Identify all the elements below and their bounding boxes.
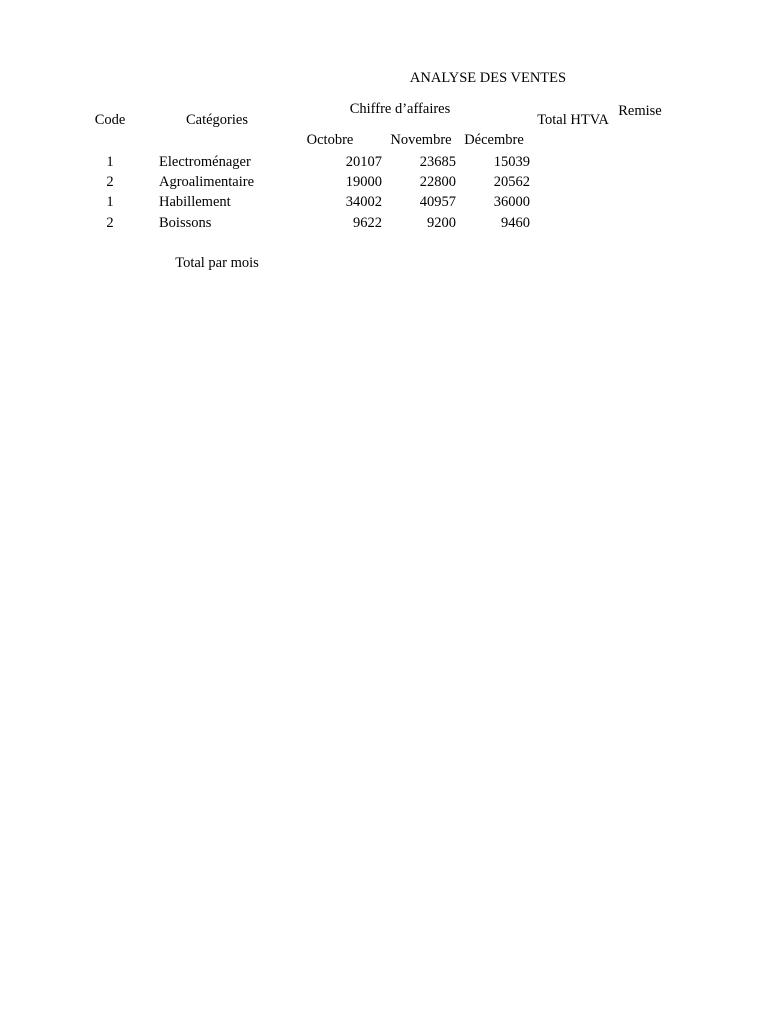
row-code: 2 xyxy=(106,174,114,190)
row-code: 2 xyxy=(106,215,114,231)
header-remise: Remise xyxy=(618,103,662,119)
row-category: Agroalimentaire xyxy=(159,174,255,190)
row-value-novembre: 23685 xyxy=(419,154,456,170)
row-value-octobre: 34002 xyxy=(345,194,382,210)
row-category: Habillement xyxy=(159,194,231,210)
sheet-title: ANALYSE DES VENTES xyxy=(409,70,567,86)
row-value-octobre: 19000 xyxy=(345,174,382,190)
header-chiffre-affaires: Chiffre d’affaires xyxy=(349,101,451,117)
row-value-decembre: 9460 xyxy=(501,215,530,231)
row-value-novembre: 22800 xyxy=(419,174,456,190)
row-value-decembre: 20562 xyxy=(493,174,530,190)
row-code: 1 xyxy=(106,154,114,170)
row-category: Electroménager xyxy=(159,154,251,170)
row-category: Boissons xyxy=(159,215,212,231)
row-code: 1 xyxy=(106,194,114,210)
row-value-novembre: 9200 xyxy=(427,215,456,231)
total-par-mois-label: Total par mois xyxy=(175,255,259,271)
header-categories: Catégories xyxy=(185,112,248,128)
row-value-octobre: 20107 xyxy=(345,154,382,170)
header-month-octobre: Octobre xyxy=(306,132,354,148)
row-value-decembre: 15039 xyxy=(493,154,530,170)
header-total-htva: Total HTVA xyxy=(537,112,609,128)
row-value-octobre: 9622 xyxy=(353,215,382,231)
row-value-novembre: 40957 xyxy=(419,194,456,210)
header-month-decembre: Décembre xyxy=(464,132,524,148)
row-value-decembre: 36000 xyxy=(493,194,530,210)
header-code: Code xyxy=(94,112,126,128)
header-month-novembre: Novembre xyxy=(390,132,452,148)
